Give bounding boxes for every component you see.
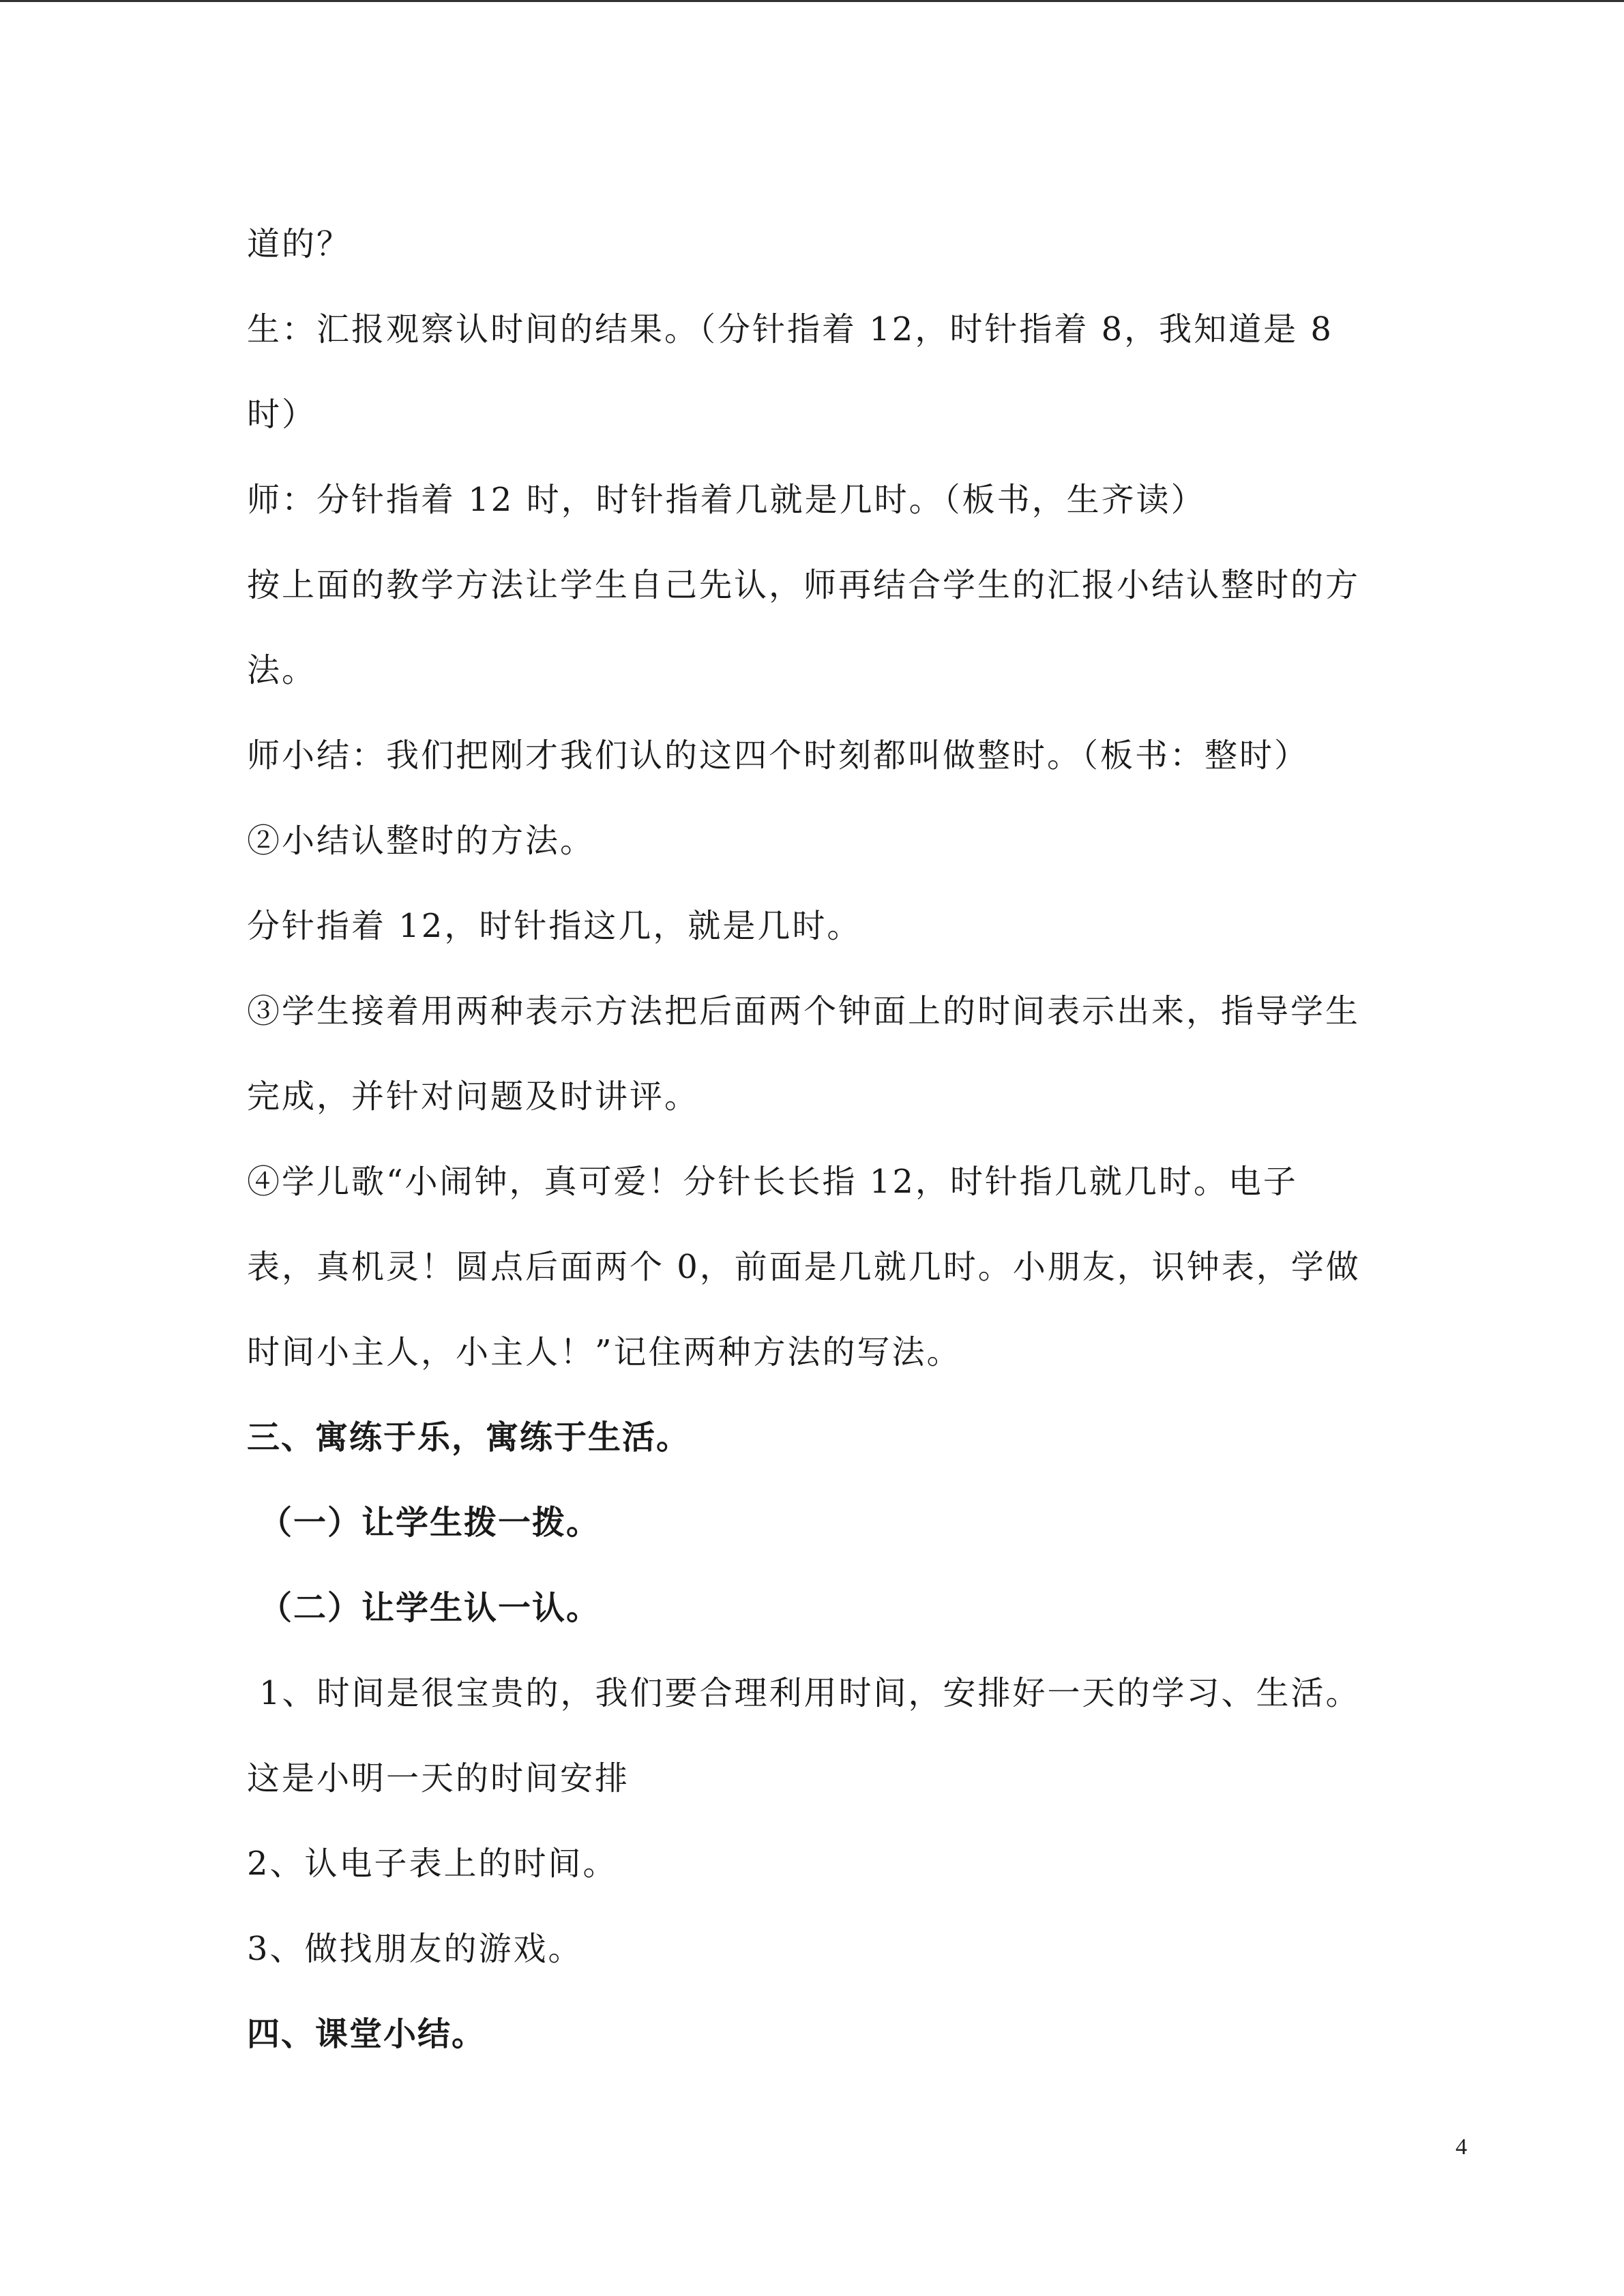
text-line: 完成，并针对问题及时讲评。 — [247, 1077, 700, 1116]
document-body — [247, 202, 1488, 2077]
subheading-two: （二）让学生认一认。 — [259, 1589, 601, 1627]
text-line: 法。 — [247, 651, 317, 689]
text-line: 分针指着 12，时针指这几，就是几时。 — [247, 907, 862, 945]
text-line: 3、做找朋友的游戏。 — [247, 1930, 583, 1968]
section-heading-three: 三、寓练于乐，寓练于生活。 — [247, 1418, 691, 1457]
subheading-one: （一）让学生拨一拨。 — [259, 1504, 601, 1542]
text-line: 时） — [247, 396, 317, 434]
text-line: ③学生接着用两种表示方法把后面两个钟面上的时间表示出来，指导学生 — [247, 992, 1361, 1030]
text-line: 表，真机灵！圆点后面两个 0，前面是几就几时。小朋友，识钟表，学做 — [247, 1248, 1361, 1286]
text-line: 生：汇报观察认时间的结果。（分针指着 12，时针指着 8，我知道是 8 — [247, 310, 1333, 348]
text-line: 这是小明一天的时间安排 — [247, 1759, 630, 1798]
text-line: 按上面的教学方法让学生自己先认，师再结合学生的汇报小结认整时的方 — [247, 566, 1361, 604]
text-line: 2、认电子表上的时间。 — [247, 1845, 618, 1883]
page-top-border — [0, 0, 1624, 2]
text-line: 师小结：我们把刚才我们认的这四个时刻都叫做整时。（板书：整时） — [247, 736, 1310, 775]
text-line: ②小结认整时的方法。 — [247, 822, 595, 860]
page-number: 4 — [1456, 2134, 1467, 2160]
text-line: 道的？ — [247, 225, 352, 263]
text-line: 师：分针指着 12 时，时针指着几就是几时。（板书，生齐读） — [247, 481, 1206, 519]
text-line: 1、时间是很宝贵的，我们要合理利用时间，安排好一天的学习、生活。 — [259, 1674, 1361, 1712]
text-line: ④学儿歌“小闹钟，真可爱！分针长长指 12，时针指几就几时。电子 — [247, 1163, 1298, 1201]
text-line: 时间小主人，小主人！”记住两种方法的写法。 — [247, 1333, 962, 1371]
section-heading-four: 四、课堂小结。 — [247, 2015, 486, 2053]
